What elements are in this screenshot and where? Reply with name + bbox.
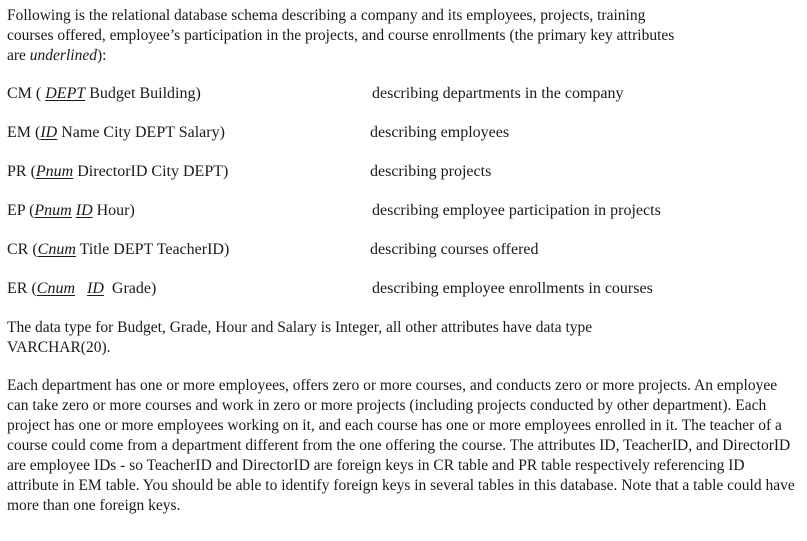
intro-line-1: Following is the relational database schema describing a company and its employees, projects, training bbox=[7, 7, 646, 24]
relation-signature bbox=[7, 201, 135, 221]
relation-description: describing employees bbox=[370, 124, 510, 141]
business-rules-paragraph: Each department has one or more employees, offers zero or more courses, and conducts zero or more projects. An employee can take zero or more courses and work in zero or more projects (including projects conducted by other department). Each project has one or more employees working on it, and each course has one or more employees enrolled in it. The teacher of a course could come from a department different from the one offering the course. The attributes ID, TeacherID, and DirectorID are employee IDs - so TeacherID and DirectorID are foreign keys in CR table and PR table respectively referencing ID attribute in EM table. You should be able to identify foreign keys in several tables in this database. Note that a table could have more than one foreign keys. bbox=[7, 377, 795, 514]
open-paren: ( bbox=[35, 124, 41, 141]
open-paren: ( bbox=[31, 280, 37, 297]
relation-description: describing courses offered bbox=[370, 241, 539, 258]
relation-attributes: Grade) bbox=[111, 280, 157, 297]
open-paren: ( bbox=[35, 85, 42, 102]
relation-signature bbox=[7, 279, 156, 299]
intro-line-3-emphasis: underlined bbox=[29, 47, 97, 64]
open-paren: ( bbox=[32, 241, 38, 258]
relation-attributes: Hour) bbox=[96, 202, 135, 219]
relation-attributes: DirectorID City DEPT) bbox=[77, 163, 229, 180]
relation-description: describing projects bbox=[370, 163, 492, 180]
table-name: CM bbox=[7, 85, 32, 102]
relation-attributes: Name City DEPT Salary) bbox=[61, 124, 225, 141]
primary-key-attribute: ID bbox=[75, 202, 93, 219]
data-types-paragraph: The data type for Budget, Grade, Hour and Salary is Integer, all other attributes have data type VARCHAR(20). bbox=[7, 319, 593, 356]
primary-key-attribute: Cnum bbox=[37, 241, 76, 258]
schema-row-er bbox=[7, 279, 802, 318]
primary-key-attribute: DEPT bbox=[45, 85, 86, 102]
primary-key-attribute: Cnum bbox=[36, 280, 76, 297]
open-paren: ( bbox=[30, 163, 36, 180]
relation-description: describing employee participation in projects bbox=[372, 202, 661, 219]
intro-paragraph bbox=[7, 6, 787, 66]
primary-key-attribute: Pnum bbox=[35, 163, 74, 180]
intro-line-3-prefix: are bbox=[7, 47, 30, 64]
table-name: EM bbox=[7, 124, 31, 141]
schema-row-pr bbox=[7, 162, 802, 201]
open-paren: ( bbox=[29, 202, 35, 219]
primary-key-attribute: Pnum bbox=[34, 202, 72, 219]
table-name: CR bbox=[7, 241, 29, 258]
schema-list bbox=[7, 84, 802, 318]
relation-signature bbox=[7, 123, 225, 143]
primary-key-attribute: ID bbox=[40, 124, 58, 141]
schema-row-em bbox=[7, 123, 802, 162]
intro-line-2: courses offered, employee’s participation in the projects, and course enrollments (the primary key attributes bbox=[7, 27, 675, 44]
relation-description: describing employee enrollments in courses bbox=[372, 280, 653, 297]
table-name: EP bbox=[7, 202, 26, 219]
schema-row-cm bbox=[7, 84, 802, 123]
table-name: ER bbox=[7, 280, 28, 297]
relation-attributes: Budget Building) bbox=[89, 85, 201, 102]
relation-signature bbox=[7, 84, 201, 104]
primary-key-attribute: ID bbox=[87, 280, 104, 297]
relation-signature bbox=[7, 162, 228, 182]
relation-attributes: Title DEPT TeacherID) bbox=[79, 241, 230, 258]
table-name: PR bbox=[7, 163, 27, 180]
relation-description: describing departments in the company bbox=[372, 85, 624, 102]
schema-row-ep bbox=[7, 201, 802, 240]
schema-row-cr bbox=[7, 240, 802, 279]
intro-line-3-suffix: ): bbox=[96, 47, 107, 64]
relation-signature bbox=[7, 240, 229, 260]
